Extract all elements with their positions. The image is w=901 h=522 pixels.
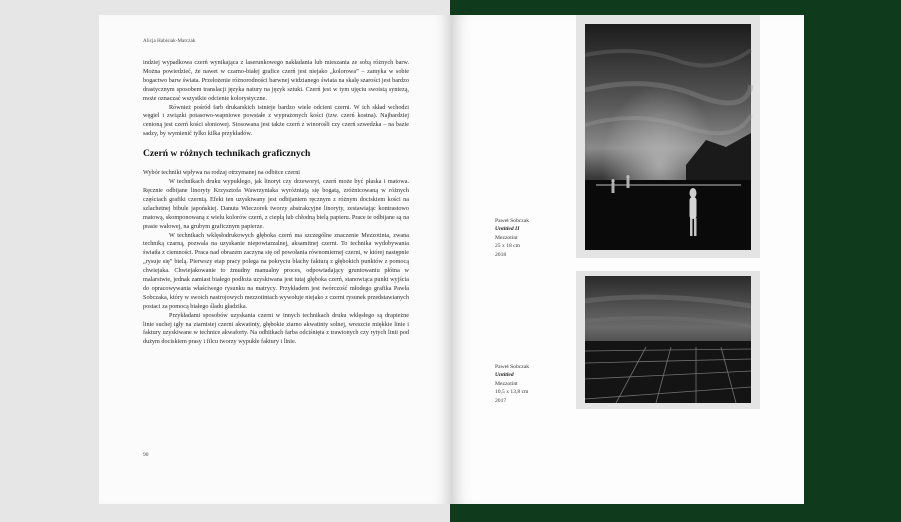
body-text — [143, 59, 409, 347]
paragraph: indziej wypadkowa czerń wynikająca z laserunkowego nakładania lub mieszania ze sobą różnych barw. Można powiedzieć, że nawet w czarno-białej grafice czerń jest niejako „kolorowa” – zamyka w sobie bogactwo barw świata. Przełożenie różnorodności barwnej widzianego świata na skalę szarości jest bardzo drastycznym sposobem translacji języka natury na język sztuki. Czerń jest w tym ujęciu swoistą syntezą, może oznaczać wszystkie odcienie kolorystyczne. — [143, 59, 409, 102]
caption-artist: Paweł Sobczak — [495, 218, 530, 224]
caption-artist: Paweł Sobczak — [495, 364, 530, 370]
artwork-caption — [495, 217, 569, 259]
artwork-image-untitled-ii — [576, 15, 760, 258]
caption-technique: Mezzotint — [495, 380, 518, 387]
caption-title: Untitled — [495, 372, 514, 379]
paragraph: Również pośród farb drukarskich istnieje bardzo wiele odcieni czerni. W ich skład wchodzi węgiel i związki potasowo-wapniowe powstałe z wyprażonych kości (tzw. czerń kostna). Najbardziej cenioną jest czerń kości słoniowej. Stosowana jest także czerń z winorośli czy czerń szwedzka – na bazie sadzy, by wymienić tylko kilka przykładów. — [143, 103, 409, 138]
caption-year: 2018 — [495, 251, 507, 258]
caption-year: 2017 — [495, 397, 507, 404]
running-head: Alicja Habisiak-Matczak — [143, 39, 196, 44]
caption-title: Untitled II — [495, 226, 520, 233]
section-heading: Czerń w różnych technikach graficznych — [143, 148, 311, 160]
artwork-image-untitled — [576, 271, 760, 409]
page-number: 90 — [143, 452, 149, 458]
mezzotint-night-figures-image — [576, 15, 760, 258]
paragraph: W technikach druku wypukłego, jak linoryt czy drzeworyt, czerń może być płaska i matowa. Ręcznie odbijane linoryty Krzysztofa Wawrzyniaka wyróżniają się bogatą, zróżnicowaną w różnych częściach grafiki czernią. Efekt ten uzyskiwany jest odbijaniem ręcznym z różnym dociskiem kości na szlachetnej bibule japońskiej. Danuta Wieczorek tworzy abstrakcyjne linoryty, zestawiając kontrastowo matową, skomponowaną z wielu kolorów czerń, z ciepłą lub chłodną bielą papieru. Prace te odbijane są na prasie wałowej, na grubym graficznym papierze. — [143, 178, 409, 230]
paragraph: Przykładami sposobów uzyskania czerni w innych technikach druku wklęsłego są drapieżne linie suchej igły na ziarnistej czerni akwatinty, głębokie ziarno akwatinty solnej, wreszcie miękkie linie i faktury uzyskiwane w technice akwaforty. Na odbitkach farba odciśnięta z trawionych czy rytych linii pod dużym dociskiem prasy i filcu tworzy wypukłe faktury i linie. — [143, 311, 409, 346]
paragraph: Wybór techniki wpływa na rodzaj otrzymanej na odbitce czerni — [143, 169, 301, 177]
mezzotint-grid-landscape-image — [576, 271, 760, 409]
caption-dimensions: 10,5 x 13,8 cm — [495, 389, 529, 396]
artwork-caption — [495, 363, 569, 405]
caption-dimensions: 25 x 18 cm — [495, 243, 521, 250]
paragraph: W technikach wklęsłodrukowych głęboka czerń ma szczególne znaczenie Mezzotinta, zwana techniką czarną, pozwala na uzyskanie niepowtarzalnej, aksamitnej czerni. To technika wydobywania światła z ciemności. Praca nad obrazem zaczyna się od powołania równomiernej czerni, w której następnie „rysuje się” bielą. Pierwszy etap pracy polega na pokryciu blachy fakturą z głębokich punktów z pomocą chwiejaka. Chwiejakowanie to żmudny manualny proces, odpowiadający gruntowaniu płótna w malarstwie, jednak zamiast białego podłoża uzyskiwana jest tutaj głęboka czerń, stanowiąca punkt wyjścia do opracowywania właściwego rysunku na matrycy. Przykładem jest twórczość młodego grafika Pawła Sobczaka, który w swoich nastrojowych mezzotintach wywołuje niejako z czerni rysunek przedstawianych postaci za pomocą białego śladu gładzika. — [143, 231, 409, 310]
left-page — [99, 15, 451, 504]
caption-technique: Mezzotint — [495, 234, 518, 241]
right-page — [451, 15, 804, 504]
